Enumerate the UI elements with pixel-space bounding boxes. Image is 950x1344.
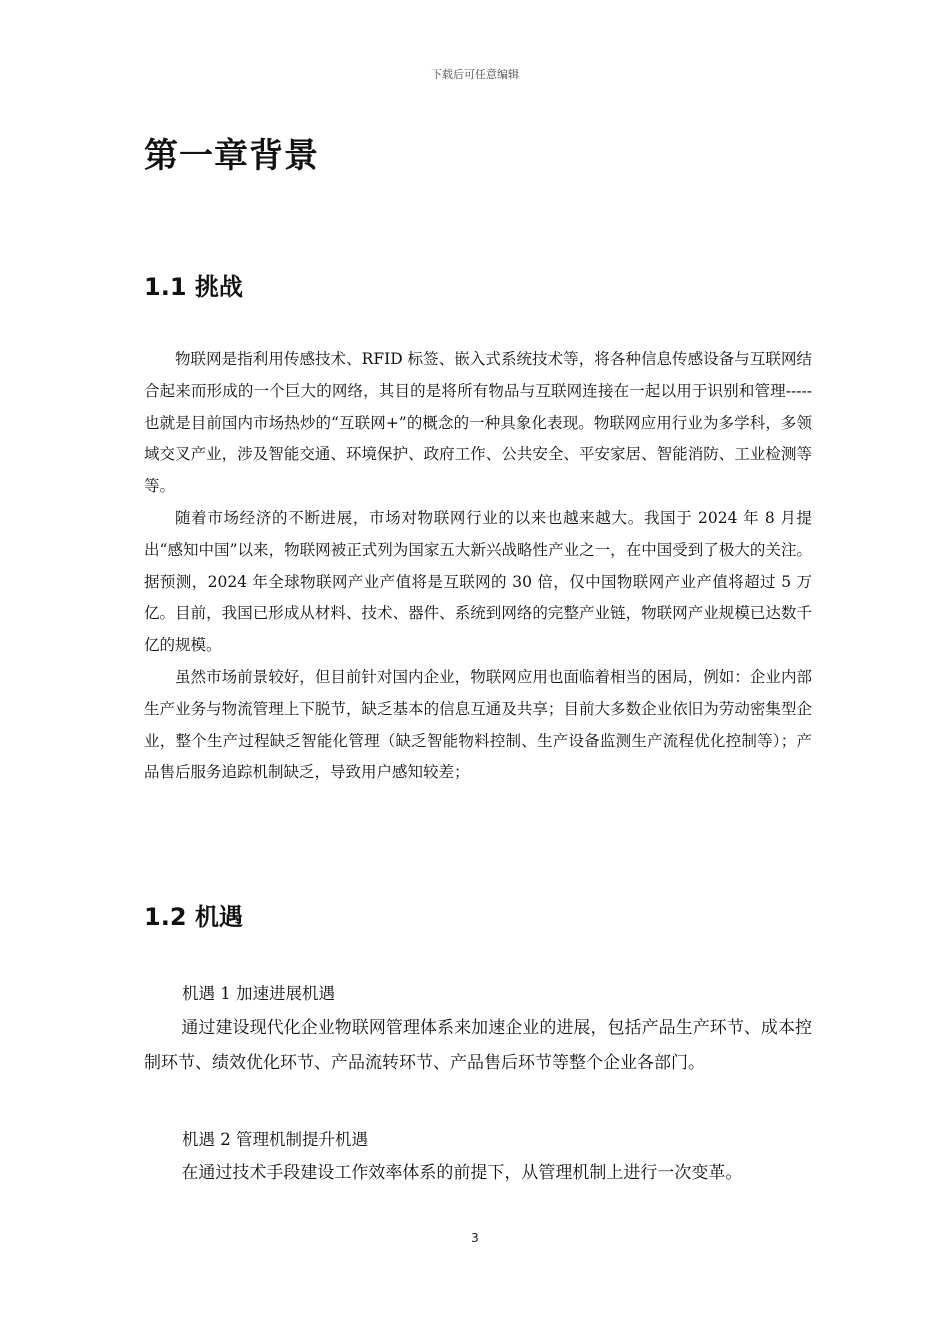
opportunity-body bbox=[144, 1156, 812, 1191]
paragraph: 通过建设现代化企业物联网管理体系来加速企业的进展，包括产品生产环节、成本控制环节、绩效优化环节、产品流转环节、产品售后环节等整个企业各部门。 bbox=[144, 1018, 812, 1073]
paragraph: 随着市场经济的不断进展，市场对物联网行业的以来也越来越大。我国于 2024 年 8 月提出“感知中国”以来，物联网被正式列为国家五大新兴战略性产业之一，在中国受到了极大的关注。据预测，2024 年全球物联网产业产值将是互联网的 30 倍，仅中国物联网产业产值将超过 5 万亿。目前，我国已形成从材料、技术、器件、系统到网络的完整产业链，物联网产业规模已达数千亿的规模。 bbox=[144, 508, 812, 655]
section-title-opportunity: 1.2 机遇 bbox=[144, 903, 243, 931]
paragraph: 在通过技术手段建设工作效率体系的前提下，从管理机制上进行一次变革。 bbox=[181, 1163, 743, 1183]
paragraph: 虽然市场前景较好，但目前针对国内企业，物联网应用也面临着相当的困局，例如：企业内部生产业务与物流管理上下脱节，缺乏基本的信息互通及共享；目前大多数企业依旧为劳动密集型企业，整个生产过程缺乏智能化管理（缺乏智能物料控制、生产设备监测生产流程优化控制等）；产品售后服务追踪机制缺乏，导致用户感知较差； bbox=[144, 667, 812, 782]
chapter-title: 第一章背景 bbox=[144, 136, 319, 176]
page-number: 3 bbox=[471, 1231, 479, 1245]
section-title-challenge: 1.1 挑战 bbox=[144, 273, 243, 301]
opportunity-heading: 机遇 1 加速进展机遇 bbox=[182, 984, 335, 1003]
challenge-body bbox=[144, 344, 812, 789]
opportunity-body bbox=[144, 1011, 812, 1080]
paragraph: 物联网是指利用传感技术、RFID 标签、嵌入式系统技术等，将各种信息传感设备与互联网结合起来而形成的一个巨大的网络，其目的是将所有物品与互联网连接在一起以用于识别和管理-----也就是目前国内市场热炒的“互联网+”的概念的一种具象化表现。物联网应用行业为多学科，多领域交叉产业，涉及智能交通、环境保护、政府工作、公共安全、平安家居、智能消防、工业检测等等。 bbox=[144, 350, 812, 496]
opportunity-heading: 机遇 2 管理机制提升机遇 bbox=[182, 1130, 368, 1149]
header-note: 下载后可任意编辑 bbox=[431, 68, 519, 81]
